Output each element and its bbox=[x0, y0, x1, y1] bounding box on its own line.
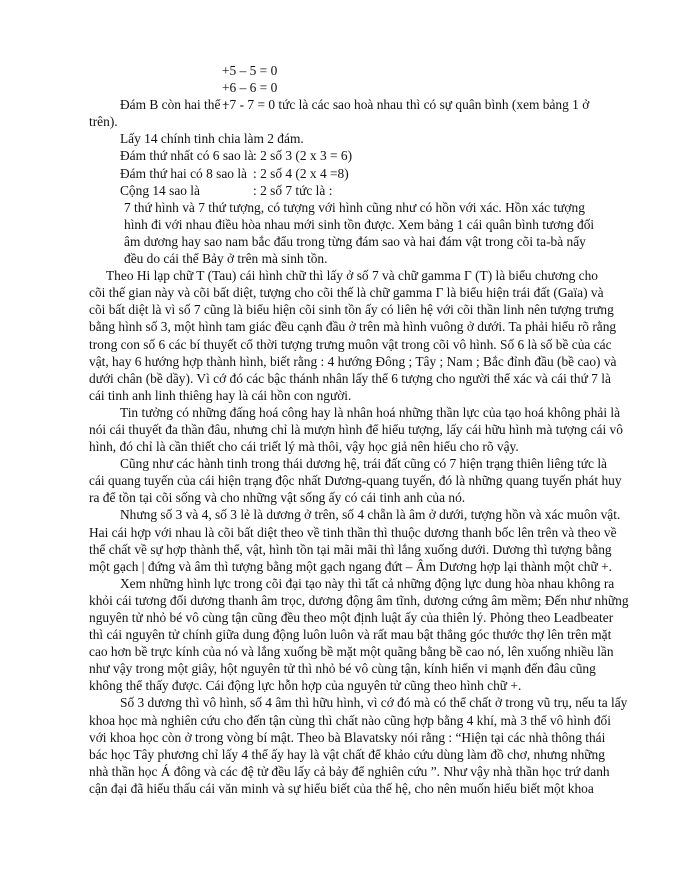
block-quote-line: 7 thứ hình và 7 thứ tượng, có tượng với hình cũng như có hồn với xác. Hồn xác tượng bbox=[124, 199, 585, 215]
paragraph-line: cõi bất diệt là vì số 7 cũng là biểu hiện cõi sinh tồn ấy có liên hệ với cõi thần linh nên tượng trưng bbox=[89, 302, 614, 318]
dam-b-cont: trên). bbox=[89, 114, 118, 130]
paragraph bbox=[89, 455, 641, 506]
equation-line: +5 – 5 = 0 bbox=[222, 63, 278, 78]
paragraph-line: Theo Hi lạp chữ T (Tau) cái hình chữ thì lấy ở số 7 và chữ gamma Γ (T) là biểu chương cho bbox=[106, 268, 599, 284]
group-row bbox=[89, 182, 641, 199]
dam-b-text: +7 - 7 = 0 tức là các sao hoà nhau thì có sự quân bình (xem bảng 1 ở bbox=[222, 97, 590, 113]
group-row bbox=[89, 147, 641, 164]
paragraph-line: khoa học mà nghiên cứu cho đến tận cùng thì chất nào cũng hợp bằng 4 khí, mà 3 thể vô hình đối bbox=[89, 712, 611, 728]
split-title: Lấy 14 chính tinh chia làm 2 đám. bbox=[120, 131, 304, 147]
paragraph-line: không thể thấy được. Cái động lực hỗn hợp của nguyên tử cũng theo hình chữ +. bbox=[89, 678, 522, 694]
paragraph-line: cao hơn bề trực kính của nó và lắng xuống bề mặt một quãng bằng bề cao nó, lên xuống nhiều lần bbox=[89, 644, 614, 660]
paragraph-line: nói cái thuyết đa thần đâu, nhưng chỉ là mượn hình để hiểu tượng, lấy cái hữu hình mà tượng cái vô bbox=[89, 421, 623, 437]
paragraph-line: hình, đó chỉ là cần thiết cho cái triết lý mà thôi, vậy học giả nên hiểu cho rõ vậy. bbox=[89, 439, 519, 455]
paragraph-line: cái quang tuyến của cái hiện trạng độc nhất Dương-quang tuyến, đó là những quang tuyến phát huy bbox=[89, 473, 622, 489]
block-quote-line: hình đi với nhau điều hòa nhau mới sinh tồn được. Xem bảng 1 cái quân bình tương đối bbox=[124, 216, 595, 232]
group-row-value: : 2 số 4 (2 x 4 =8) bbox=[253, 165, 349, 181]
paragraph-line: dưới chân (bề dầy). Vì cớ đó các bậc thánh nhân lấy thể 6 tượng cho người thể xác và cái thứ 7 là bbox=[89, 370, 611, 386]
group-row-label: Đám thứ hai có 8 sao là bbox=[120, 165, 247, 181]
group-row-label: Cộng 14 sao là bbox=[120, 182, 200, 198]
paragraph bbox=[89, 575, 641, 695]
group-row-value: : 2 số 7 tức là : bbox=[253, 182, 333, 198]
equation-line: +6 – 6 = 0 bbox=[222, 80, 278, 96]
paragraph bbox=[89, 267, 641, 404]
paragraph-line: một gạch | đứng và âm thì tượng bằng một gạch ngang đứt – Âm Dương hợp lại thành một chữ +. bbox=[89, 558, 612, 574]
paragraph-line: nhà thần học Á đông và các đệ tử đều lấy cả bảy để nghiên cứu ”. Như vậy nhà thần học trứ danh bbox=[89, 763, 610, 779]
block-quote bbox=[89, 199, 641, 267]
paragraph-line: cận đại đã hiểu thấu cái văn minh và sự hiểu biết của thế hệ, cho nên muốn hiểu biết một khoa bbox=[89, 780, 594, 796]
paragraph-line: bằng hình số 3, một hình tam giác đều cạnh đầu ở trên mà hình vuông ở dưới. Ta phải hiểu rõ rằng bbox=[89, 319, 617, 335]
paragraph-line: Xem những hình lực trong cõi đại tạo này thì tất cả những động lực dung hòa nhau không ra bbox=[120, 575, 615, 591]
paragraph-line: vật, hay 6 hướng hợp thành hình, biết rằng : 4 hướng Đông ; Tây ; Nam ; Bắc đỉnh đầu (bề cao) và bbox=[89, 353, 617, 369]
paragraph bbox=[89, 694, 641, 797]
paragraph-line: Số 3 dương thì vô hình, số 4 âm thì hữu hình, vì cớ đó mà có thể chất ở trong vũ trụ, nếu ta lấy bbox=[120, 695, 628, 711]
paragraph-line: cái tinh anh linh thiêng hay là cái hồn con người. bbox=[89, 387, 352, 403]
group-row-label: Đám thứ nhất có 6 sao là bbox=[120, 148, 254, 164]
paragraph-line: cõi thế gian này và cõi bất diệt, tượng cho cõi thế là chữ gamma Γ là biểu hiện trái đất (Gaïa) và bbox=[89, 285, 604, 301]
dam-b-label: Đám B còn hai thể : bbox=[120, 97, 228, 113]
group-row bbox=[89, 165, 641, 182]
paragraph-line: Nhưng số 3 và 4, số 3 lẻ là dương ở trên, số 4 chẵn là âm ở dưới, tượng hồn và xác muôn vật. bbox=[120, 507, 621, 523]
paragraph-line: khỏi cái tương đối dương thanh âm trọc, dương động âm tĩnh, dương cứng âm mềm; Đến như những bbox=[89, 592, 629, 608]
dam-b-line bbox=[89, 96, 641, 113]
paragraph-line: Hai cái hợp với nhau là cõi bất diệt theo về tinh thần thì thuộc dương thanh bốc lên trên và theo về bbox=[89, 524, 617, 540]
paragraph-line: Cũng như các hành tinh trong thái dương hệ, trái đất cũng có 7 hiện trạng thiên liêng tức là bbox=[120, 456, 607, 472]
paragraph-line: ra để tồn tại cõi sống và cho những vật sống ấy có cái tinh anh của nó. bbox=[89, 490, 466, 506]
block-quote-line: đều do cái thể Bảy ở trên mà sinh tồn. bbox=[124, 251, 328, 267]
paragraph bbox=[89, 404, 641, 455]
paragraph-line: trong con số 6 các bí thuyết cổ thời tượng trưng muôn vật trong cõi vô hình. Số 6 là số bề của các bbox=[89, 336, 612, 352]
paragraph bbox=[89, 506, 641, 574]
document-body bbox=[89, 62, 641, 797]
paragraph-line: với khoa học còn ở trong vòng bí mật. Theo bà Blavatsky nói rằng : “Hiện tại các nhà thông thái bbox=[89, 729, 606, 745]
paragraph-line: thì cái nguyên tử chính giữa dung động luôn luôn và rất mau bật thẳng góc thước thợ lên trên mặt bbox=[89, 627, 612, 643]
paragraph-line: thể chất về sự hợp thành thể, vật, hình tồn tại mãi mãi thì lắng xuống dưới. Dương thì tượng bằng bbox=[89, 541, 612, 557]
paragraph-line: bác học Tây phương chỉ lấy 4 thể ấy hay là vật chất để khảo cứu dùng làm đồ chơ, nhưng những bbox=[89, 746, 605, 762]
block-quote-line: âm dương hay sao nam bắc đẩu trong từng đám sao và hai đám vật trong cõi ta-bà nẩy bbox=[124, 233, 586, 249]
paragraph-line: như vậy trong một giây, hột nguyên tử thì nhỏ bé vô cùng tận, kính hiển vi mạnh đến đâu cũng bbox=[89, 661, 596, 677]
paragraph-line: nguyên tử nhỏ bé vô cùng tận cũng đều theo một định luật ấy của thiên lý. Phỏng theo Leadbeater bbox=[89, 610, 614, 625]
paragraph-line: Tin tưởng có những đấng hoá công hay là nhân hoá những thần lực của tạo hoá không phải là bbox=[120, 404, 621, 420]
group-row-value: : 2 số 3 (2 x 3 = 6) bbox=[253, 148, 353, 164]
